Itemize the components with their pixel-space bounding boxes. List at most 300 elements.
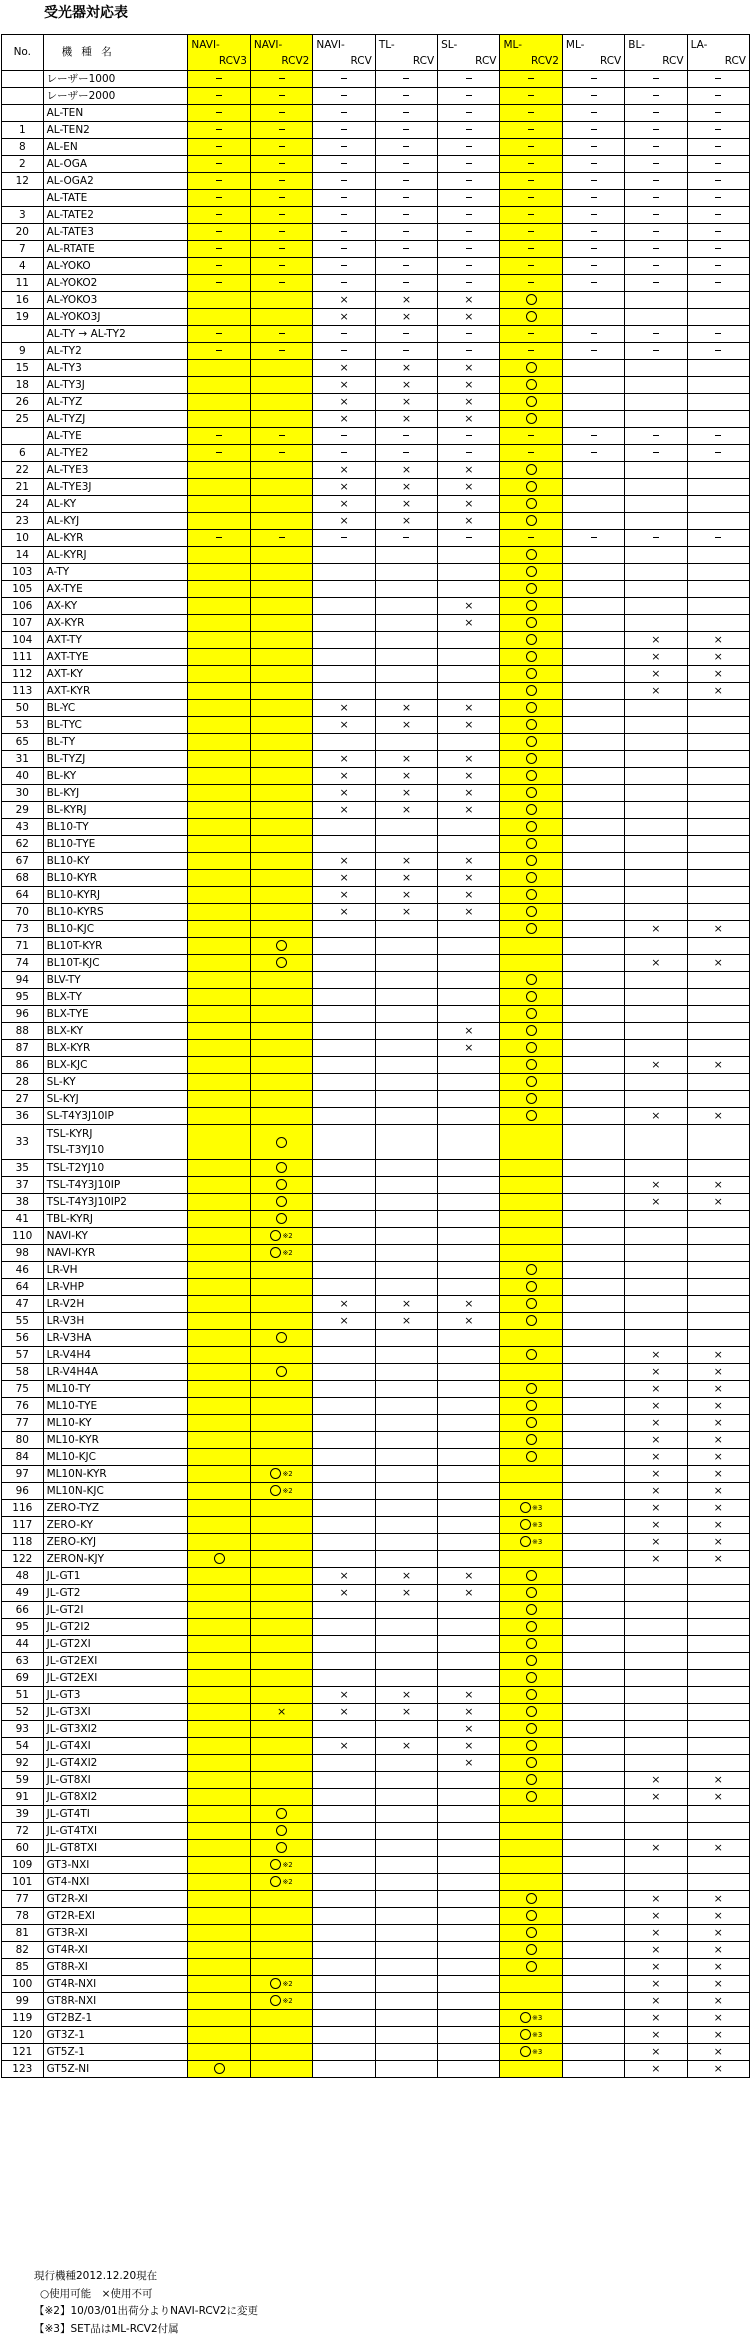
row-number: 78 — [2, 1908, 44, 1925]
compat-cell — [250, 258, 312, 275]
not-applicable-mark — [591, 95, 597, 96]
not-applicable-mark — [341, 282, 347, 283]
device-column-header — [687, 35, 749, 71]
incompatible-mark: × — [651, 1467, 661, 1480]
compat-cell — [500, 802, 562, 819]
device-header-bottom: RCV3 — [218, 54, 247, 67]
compat-cell — [250, 1534, 312, 1551]
incompatible-mark: × — [401, 888, 412, 901]
table-row — [2, 1040, 750, 1057]
not-applicable-mark — [528, 163, 534, 164]
compatible-mark — [270, 1995, 281, 2006]
model-name: AL-OGA — [43, 156, 188, 173]
table-row — [2, 462, 750, 479]
incompatible-mark: × — [464, 599, 474, 612]
model-name: BL-TY — [43, 734, 188, 751]
compatible-mark — [276, 1332, 287, 1343]
compat-cell — [188, 632, 250, 649]
compat-cell — [687, 1211, 749, 1228]
compat-cell — [188, 1398, 250, 1415]
compat-cell — [313, 1976, 375, 1993]
compat-cell — [375, 921, 437, 938]
compat-cell — [375, 1925, 437, 1942]
table-row — [2, 1160, 750, 1177]
compat-cell — [250, 1415, 312, 1432]
compat-cell — [500, 598, 562, 615]
compat-cell — [188, 1551, 250, 1568]
model-name: ZERO-KY — [43, 1517, 188, 1534]
compat-cell — [188, 1125, 250, 1160]
table-row — [2, 2044, 750, 2061]
compat-cell — [687, 1040, 749, 1057]
model-name: BL10-KJC — [43, 921, 188, 938]
row-number: 91 — [2, 1789, 44, 1806]
compat-cell — [438, 1653, 500, 1670]
footnote-marker: ※3 — [532, 1503, 543, 1512]
incompatible-mark: × — [713, 922, 723, 935]
footnote-marker: ※3 — [532, 2030, 543, 2039]
compatible-mark — [526, 617, 537, 628]
compat-cell — [375, 2027, 437, 2044]
compatible-mark — [526, 1315, 537, 1326]
compat-cell — [500, 1398, 562, 1415]
model-name: JL-GT8TXI — [43, 1840, 188, 1857]
not-applicable-mark — [591, 214, 597, 215]
compat-cell — [313, 921, 375, 938]
table-row — [2, 394, 750, 411]
compat-cell — [687, 326, 749, 343]
compatible-mark — [520, 1519, 531, 1530]
compat-cell — [375, 989, 437, 1006]
compat-cell — [625, 2061, 687, 2078]
compat-cell — [313, 1993, 375, 2010]
compat-cell — [438, 1313, 500, 1330]
footer-note-2: 【※2】10/03/01出荷分よりNAVI-RCV2に変更 — [34, 2305, 259, 2317]
compat-cell — [188, 1806, 250, 1823]
incompatible-mark: × — [401, 514, 412, 527]
compat-cell — [500, 785, 562, 802]
compat-cell — [375, 853, 437, 870]
compat-cell — [562, 1023, 624, 1040]
incompatible-mark: × — [713, 1348, 723, 1361]
table-row — [2, 2061, 750, 2078]
row-number: 85 — [2, 1959, 44, 1976]
compat-cell — [250, 1670, 312, 1687]
compat-cell — [250, 1177, 312, 1194]
compat-cell — [250, 139, 312, 156]
not-applicable-mark — [591, 265, 597, 266]
incompatible-mark: × — [651, 1909, 661, 1922]
compatible-mark — [526, 1570, 537, 1581]
row-number: 29 — [2, 802, 44, 819]
compat-cell — [438, 989, 500, 1006]
compat-cell — [188, 1602, 250, 1619]
compatible-mark — [526, 1110, 537, 1121]
compatible-mark — [526, 1927, 537, 1938]
compat-cell — [687, 241, 749, 258]
compat-cell — [313, 530, 375, 547]
not-applicable-mark — [466, 350, 472, 351]
compat-cell — [375, 190, 437, 207]
row-number: 1 — [2, 122, 44, 139]
compat-cell — [625, 1466, 687, 1483]
compat-cell — [562, 105, 624, 122]
compat-cell — [313, 445, 375, 462]
compat-cell — [687, 1925, 749, 1942]
row-number: 48 — [2, 1568, 44, 1585]
compat-cell — [500, 1517, 562, 1534]
compat-cell — [250, 1551, 312, 1568]
compat-cell — [375, 1857, 437, 1874]
compat-cell — [375, 1091, 437, 1108]
not-applicable-mark — [279, 282, 285, 283]
incompatible-mark: × — [651, 1382, 661, 1395]
compat-cell — [375, 1432, 437, 1449]
table-row — [2, 1738, 750, 1755]
compat-cell — [375, 309, 437, 326]
compat-cell — [687, 1006, 749, 1023]
incompatible-mark: × — [713, 2011, 723, 2024]
compat-cell — [375, 1262, 437, 1279]
not-applicable-mark — [403, 265, 409, 266]
incompatible-mark: × — [339, 854, 349, 867]
footnote-marker: ※2 — [282, 1248, 293, 1257]
compat-cell — [687, 598, 749, 615]
compat-cell — [500, 1125, 562, 1160]
compat-cell — [500, 122, 562, 139]
compat-cell — [438, 1517, 500, 1534]
table-row — [2, 1942, 750, 1959]
table-row — [2, 700, 750, 717]
compat-cell — [438, 1636, 500, 1653]
compat-cell — [250, 836, 312, 853]
table-row — [2, 1023, 750, 1040]
incompatible-mark: × — [339, 378, 349, 391]
compat-cell — [625, 1160, 687, 1177]
compat-cell — [438, 122, 500, 139]
compat-cell — [438, 836, 500, 853]
compat-cell — [625, 955, 687, 972]
incompatible-mark: × — [339, 1297, 349, 1310]
compat-cell — [625, 632, 687, 649]
compat-cell — [188, 938, 250, 955]
compat-cell — [313, 241, 375, 258]
incompatible-mark: × — [339, 888, 349, 901]
compat-cell — [625, 292, 687, 309]
compat-cell — [500, 989, 562, 1006]
compatible-mark — [276, 1808, 287, 1819]
compat-cell — [250, 1738, 312, 1755]
compatible-mark — [214, 2063, 225, 2074]
compatible-mark — [270, 1859, 281, 1870]
compat-cell — [375, 1211, 437, 1228]
incompatible-mark: × — [651, 1109, 661, 1122]
not-applicable-mark — [466, 95, 472, 96]
incompatible-mark: × — [464, 803, 474, 816]
compat-cell — [500, 411, 562, 428]
compat-cell — [438, 1211, 500, 1228]
model-name: AXT-KYR — [43, 683, 188, 700]
row-number: 54 — [2, 1738, 44, 1755]
incompatible-mark: × — [401, 310, 412, 323]
model-name: LR-V3H — [43, 1313, 188, 1330]
compat-cell — [313, 1074, 375, 1091]
compat-cell — [313, 1313, 375, 1330]
compat-cell — [687, 1959, 749, 1976]
compat-cell — [313, 700, 375, 717]
not-applicable-mark — [653, 435, 659, 436]
compatible-mark — [526, 1723, 537, 1734]
compat-cell — [687, 1177, 749, 1194]
model-name: JL-GT8XI2 — [43, 1789, 188, 1806]
compat-cell — [500, 1347, 562, 1364]
compatible-mark — [526, 464, 537, 475]
compat-cell — [188, 139, 250, 156]
compat-cell — [375, 1772, 437, 1789]
compat-cell — [250, 751, 312, 768]
incompatible-mark: × — [464, 463, 474, 476]
compat-cell — [375, 326, 437, 343]
not-applicable-mark — [653, 452, 659, 453]
compat-cell — [250, 649, 312, 666]
not-applicable-mark — [715, 129, 721, 130]
incompatible-mark: × — [713, 1484, 723, 1497]
compat-cell — [188, 1534, 250, 1551]
compat-cell — [562, 717, 624, 734]
device-header-top: NAVI- — [316, 38, 345, 51]
row-number: 95 — [2, 1619, 44, 1636]
compat-cell — [375, 1585, 437, 1602]
compat-cell — [313, 1891, 375, 1908]
compat-cell — [438, 581, 500, 598]
not-applicable-mark — [403, 129, 409, 130]
compat-cell — [625, 1840, 687, 1857]
compat-cell — [250, 1160, 312, 1177]
compat-cell — [438, 326, 500, 343]
compat-cell — [625, 1006, 687, 1023]
row-number — [2, 428, 44, 445]
compat-cell — [500, 2044, 562, 2061]
compat-cell — [375, 1347, 437, 1364]
compat-cell — [375, 734, 437, 751]
table-row — [2, 530, 750, 547]
compat-cell — [562, 88, 624, 105]
compat-cell — [188, 1789, 250, 1806]
compat-cell — [438, 1415, 500, 1432]
row-number: 82 — [2, 1942, 44, 1959]
incompatible-mark: × — [339, 718, 349, 731]
model-name: AL-TYZJ — [43, 411, 188, 428]
compat-cell — [188, 1908, 250, 1925]
incompatible-mark: × — [401, 854, 412, 867]
compat-cell — [687, 411, 749, 428]
compat-cell — [438, 1177, 500, 1194]
incompatible-mark: × — [464, 888, 474, 901]
not-applicable-mark — [466, 537, 472, 538]
not-applicable-mark — [653, 95, 659, 96]
row-number: 94 — [2, 972, 44, 989]
row-number: 53 — [2, 717, 44, 734]
table-row — [2, 1789, 750, 1806]
compat-cell — [313, 904, 375, 921]
compat-cell — [625, 377, 687, 394]
device-header-top: TL- — [378, 38, 395, 51]
model-name: AL-TATE2 — [43, 207, 188, 224]
compat-cell — [625, 1125, 687, 1160]
compat-cell — [500, 972, 562, 989]
compat-cell — [500, 1789, 562, 1806]
row-number: 96 — [2, 1006, 44, 1023]
compat-cell — [687, 1074, 749, 1091]
not-applicable-mark — [279, 214, 285, 215]
compat-cell — [687, 190, 749, 207]
compat-cell — [375, 972, 437, 989]
compat-cell — [375, 1381, 437, 1398]
compat-cell — [250, 921, 312, 938]
not-applicable-mark — [653, 197, 659, 198]
compat-cell — [188, 241, 250, 258]
model-name: AL-KY — [43, 496, 188, 513]
incompatible-mark: × — [464, 1688, 474, 1701]
compat-cell — [188, 479, 250, 496]
compat-cell — [500, 921, 562, 938]
compat-cell — [687, 1108, 749, 1125]
compat-cell — [625, 1823, 687, 1840]
model-name: GT4R-XI — [43, 1942, 188, 1959]
model-name: JL-GT2EXI — [43, 1653, 188, 1670]
compat-cell — [562, 1211, 624, 1228]
compat-cell — [687, 836, 749, 853]
row-number: 103 — [2, 564, 44, 581]
footer-notes — [34, 2268, 258, 2338]
compat-cell — [438, 394, 500, 411]
compat-cell — [313, 734, 375, 751]
compat-cell — [250, 1755, 312, 1772]
not-applicable-mark — [528, 333, 534, 334]
compat-cell — [313, 1006, 375, 1023]
compatible-mark — [276, 1137, 287, 1148]
compat-cell — [375, 1006, 437, 1023]
compat-cell — [625, 1211, 687, 1228]
compat-cell — [687, 955, 749, 972]
row-number: 117 — [2, 1517, 44, 1534]
model-name: JL-GT2I2 — [43, 1619, 188, 1636]
compat-cell — [375, 479, 437, 496]
model-name: ZERON-KJY — [43, 1551, 188, 1568]
compat-cell — [687, 1466, 749, 1483]
not-applicable-mark — [528, 231, 534, 232]
model-name: AL-YOKO2 — [43, 275, 188, 292]
compat-cell — [313, 71, 375, 88]
compat-cell — [250, 2044, 312, 2061]
table-row — [2, 1721, 750, 1738]
compatible-mark — [526, 413, 537, 424]
compat-cell — [313, 887, 375, 904]
compat-cell — [625, 1313, 687, 1330]
model-name: JL-GT2I — [43, 1602, 188, 1619]
compat-cell — [250, 1721, 312, 1738]
model-name: BLX-KJC — [43, 1057, 188, 1074]
compat-cell — [687, 921, 749, 938]
compat-cell — [250, 1704, 312, 1721]
compat-cell — [562, 598, 624, 615]
compat-cell — [313, 2044, 375, 2061]
model-name: TSL-T2YJ10 — [43, 1160, 188, 1177]
compat-cell — [188, 547, 250, 564]
compat-cell — [250, 1959, 312, 1976]
compat-cell — [188, 1432, 250, 1449]
compat-cell — [500, 360, 562, 377]
row-number: 100 — [2, 1976, 44, 1993]
compat-cell — [250, 717, 312, 734]
row-number: 38 — [2, 1194, 44, 1211]
table-row — [2, 1840, 750, 1857]
not-applicable-mark — [653, 180, 659, 181]
not-applicable-mark — [528, 248, 534, 249]
compat-cell — [375, 1517, 437, 1534]
row-number: 107 — [2, 615, 44, 632]
compat-cell — [625, 666, 687, 683]
compat-cell — [438, 1040, 500, 1057]
compat-cell — [375, 1704, 437, 1721]
compat-cell — [250, 1364, 312, 1381]
compat-cell — [188, 1704, 250, 1721]
compat-cell — [562, 207, 624, 224]
compat-cell — [562, 190, 624, 207]
compat-cell — [313, 1636, 375, 1653]
compat-cell — [687, 1789, 749, 1806]
row-number: 121 — [2, 2044, 44, 2061]
compatible-mark — [526, 719, 537, 730]
compat-cell — [562, 1704, 624, 1721]
compatible-mark — [526, 906, 537, 917]
compat-cell — [313, 853, 375, 870]
compat-cell — [438, 1925, 500, 1942]
incompatible-mark: × — [464, 786, 474, 799]
incompatible-mark: × — [401, 480, 412, 493]
row-number — [2, 326, 44, 343]
not-applicable-mark — [528, 350, 534, 351]
row-number: 119 — [2, 2010, 44, 2027]
compat-cell — [438, 717, 500, 734]
compat-cell — [625, 1687, 687, 1704]
compat-cell — [250, 1381, 312, 1398]
compat-cell — [687, 1125, 749, 1160]
compat-cell — [562, 462, 624, 479]
compat-cell — [500, 428, 562, 445]
incompatible-mark: × — [464, 1297, 474, 1310]
compat-cell — [500, 292, 562, 309]
model-name: TBL-KYRJ — [43, 1211, 188, 1228]
compat-cell — [687, 1636, 749, 1653]
compat-cell — [438, 1857, 500, 1874]
compat-cell — [250, 1330, 312, 1347]
row-number: 68 — [2, 870, 44, 887]
model-name: ML10-TY — [43, 1381, 188, 1398]
compat-cell — [625, 1925, 687, 1942]
row-number: 12 — [2, 173, 44, 190]
compatible-mark — [520, 1536, 531, 1547]
compat-cell — [687, 751, 749, 768]
row-number: 7 — [2, 241, 44, 258]
incompatible-mark: × — [713, 1433, 723, 1446]
not-applicable-mark — [715, 452, 721, 453]
compat-cell — [313, 122, 375, 139]
compat-cell — [250, 275, 312, 292]
compat-cell — [313, 1057, 375, 1074]
incompatible-mark: × — [651, 1926, 661, 1939]
not-applicable-mark — [216, 146, 222, 147]
